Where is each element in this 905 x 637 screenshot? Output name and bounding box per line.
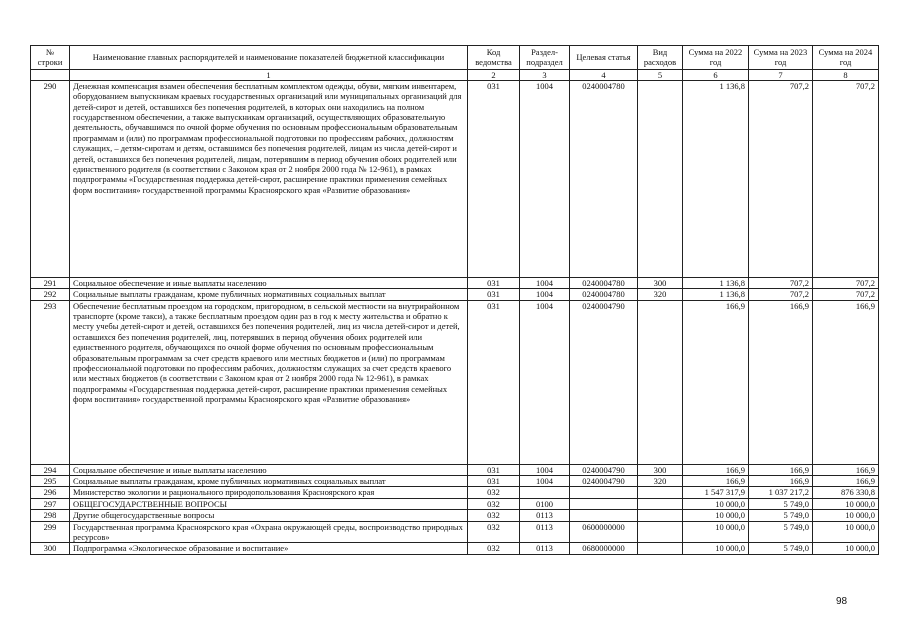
row-sum-2023: 166,9: [749, 300, 813, 464]
row-section: 1004: [520, 300, 570, 464]
row-expense: [638, 510, 683, 521]
row-name: Государственная программа Красноярского края «Охрана окружающей среды, воспроизводство природных ресурсов»: [70, 521, 468, 543]
page-number: 98: [836, 596, 848, 607]
row-sum-2024: 10 000,0: [813, 510, 879, 521]
row-sum-2022: 1 547 317,9: [683, 487, 749, 498]
row-number: 300: [31, 543, 70, 554]
row-expense: [638, 487, 683, 498]
row-target: [570, 498, 638, 509]
row-sum-2024: 166,9: [813, 464, 879, 475]
row-sum-2024: 707,2: [813, 277, 879, 288]
table-row: [31, 300, 879, 464]
table-row: [31, 289, 879, 300]
column-number: 7: [749, 69, 813, 80]
row-number: 299: [31, 521, 70, 543]
column-number: 3: [520, 69, 570, 80]
row-sum-2023: 5 749,0: [749, 521, 813, 543]
row-sum-2024: 10 000,0: [813, 498, 879, 509]
column-number: 4: [570, 69, 638, 80]
header-section: Раздел-подраздел: [520, 46, 570, 70]
row-sum-2022: 166,9: [683, 300, 749, 464]
row-sum-2024: 166,9: [813, 300, 879, 464]
row-sum-2024: 166,9: [813, 476, 879, 487]
table-row: [31, 521, 879, 543]
row-sum-2023: 707,2: [749, 277, 813, 288]
row-target: 0600000000: [570, 521, 638, 543]
row-sum-2023: 166,9: [749, 476, 813, 487]
row-sum-2022: 1 136,8: [683, 277, 749, 288]
row-sum-2024: 10 000,0: [813, 543, 879, 554]
row-dept: 031: [468, 300, 520, 464]
header-sum-2022: Сумма на 2022 год: [683, 46, 749, 70]
table-row: [31, 277, 879, 288]
row-section: 0100: [520, 498, 570, 509]
row-number: 295: [31, 476, 70, 487]
row-number: 297: [31, 498, 70, 509]
row-dept: 032: [468, 487, 520, 498]
row-number: 293: [31, 300, 70, 464]
row-expense: 320: [638, 289, 683, 300]
row-number: 294: [31, 464, 70, 475]
table-row: [31, 476, 879, 487]
column-number: 1: [70, 69, 468, 80]
table-row: [31, 510, 879, 521]
row-section: 1004: [520, 80, 570, 277]
row-sum-2022: 10 000,0: [683, 521, 749, 543]
table-row: [31, 464, 879, 475]
row-dept: 032: [468, 521, 520, 543]
table-row: [31, 498, 879, 509]
row-sum-2022: 10 000,0: [683, 543, 749, 554]
row-expense: [638, 498, 683, 509]
row-sum-2024: 707,2: [813, 80, 879, 277]
row-sum-2022: 1 136,8: [683, 80, 749, 277]
row-target: 0240004780: [570, 80, 638, 277]
column-number-row: [31, 69, 879, 80]
column-number: 8: [813, 69, 879, 80]
row-name: Социальное обеспечение и иные выплаты населению: [70, 277, 468, 288]
row-dept: 032: [468, 498, 520, 509]
row-name: Денежная компенсация взамен обеспечения бесплатным комплектом одежды, обуви, мягким инвентарем, оборудованием выпускникам краевых государственных организаций или муниципальных организаций для детей-сирот и детей, оставшихся без попечения родителей, в которых они находились на полном государственном обеспечении, а также выпускникам организаций, осуществляющих образовательную деятельность, обучавшимся по очной форме обучения по основным профессиональным образовательным программам и (или) по программам профессиональной подготовки по профессиям рабочих, должностям служащих, – детям-сиротам и детям, оставшимся без попечения родителей, лицам из числа детей-сирот и детей, оставшихся без попечения родителей, лицам, потерявшим в период обучения обоих родителей или единственного родителя (в соответствии с Законом края от 2 ноября 2000 года № 12-961), в рамках подпрограммы «Государственная поддержка детей-сирот, расширение практики применения семейных форм воспитания» государственной программы Красноярского края «Развитие образования»: [70, 80, 468, 277]
header-target: Целевая статья: [570, 46, 638, 70]
row-target: [570, 487, 638, 498]
row-target: 0240004780: [570, 277, 638, 288]
row-name: Социальные выплаты гражданам, кроме публичных нормативных социальных выплат: [70, 476, 468, 487]
row-number: 296: [31, 487, 70, 498]
row-target: 0680000000: [570, 543, 638, 554]
row-sum-2022: 10 000,0: [683, 510, 749, 521]
row-number: 292: [31, 289, 70, 300]
row-dept: 031: [468, 289, 520, 300]
table-row: [31, 543, 879, 554]
row-name: Министерство экологии и рационального природопользования Красноярского края: [70, 487, 468, 498]
row-section: [520, 487, 570, 498]
row-target: 0240004780: [570, 289, 638, 300]
row-sum-2023: 5 749,0: [749, 543, 813, 554]
row-sum-2023: 5 749,0: [749, 498, 813, 509]
header-dept: Код ведомства: [468, 46, 520, 70]
header-row-no: № строки: [31, 46, 70, 70]
row-dept: 032: [468, 510, 520, 521]
header-name: Наименование главных распорядителей и наименование показателей бюджетной классификации: [70, 46, 468, 70]
header-expense: Вид расходов: [638, 46, 683, 70]
row-expense: 300: [638, 277, 683, 288]
table-row: [31, 80, 879, 277]
row-expense: 320: [638, 476, 683, 487]
row-sum-2022: 1 136,8: [683, 289, 749, 300]
row-dept: 031: [468, 464, 520, 475]
row-target: [570, 510, 638, 521]
column-number: 2: [468, 69, 520, 80]
row-section: 1004: [520, 289, 570, 300]
row-sum-2022: 166,9: [683, 476, 749, 487]
row-section: 1004: [520, 277, 570, 288]
row-name: ОБЩЕГОСУДАРСТВЕННЫЕ ВОПРОСЫ: [70, 498, 468, 509]
row-sum-2023: 1 037 217,2: [749, 487, 813, 498]
row-section: 1004: [520, 464, 570, 475]
row-expense: [638, 80, 683, 277]
row-sum-2024: 707,2: [813, 289, 879, 300]
column-number: 5: [638, 69, 683, 80]
row-expense: [638, 543, 683, 554]
row-sum-2024: 10 000,0: [813, 521, 879, 543]
row-name: Социальное обеспечение и иные выплаты населению: [70, 464, 468, 475]
row-target: 0240004790: [570, 300, 638, 464]
row-dept: 031: [468, 80, 520, 277]
table-row: [31, 487, 879, 498]
row-sum-2023: 707,2: [749, 80, 813, 277]
row-expense: [638, 521, 683, 543]
row-section: 0113: [520, 521, 570, 543]
column-number: 6: [683, 69, 749, 80]
header-sum-2023: Сумма на 2023 год: [749, 46, 813, 70]
row-expense: [638, 300, 683, 464]
row-sum-2023: 5 749,0: [749, 510, 813, 521]
row-target: 0240004790: [570, 464, 638, 475]
row-section: 1004: [520, 476, 570, 487]
row-name: Социальные выплаты гражданам, кроме публичных нормативных социальных выплат: [70, 289, 468, 300]
row-sum-2023: 166,9: [749, 464, 813, 475]
row-dept: 032: [468, 543, 520, 554]
row-name: Подпрограмма «Экологическое образование и воспитание»: [70, 543, 468, 554]
row-sum-2022: 166,9: [683, 464, 749, 475]
row-number: 298: [31, 510, 70, 521]
row-section: 0113: [520, 543, 570, 554]
row-target: 0240004790: [570, 476, 638, 487]
row-name: Обеспечение бесплатным проездом на городском, пригородном, в сельской местности на внутрирайонном транспорте (кроме такси), а также бесплатным проездом один раз в год к месту жительства и обратно к месту учебы детей-сирот и детей, оставшихся без попечения родителей, лиц из числа детей-сирот и детей, оставшихся без попечения родителей, лиц, потерявших в период обучения обоих родителей или единственного родителя, обучающихся по очной форме обучения по основным профессиональным образовательным программам за счет средств краевого или местных бюджетов и (или) по программам профессиональной подготовки по профессиям рабочих, должностям служащих за счет средств краевого или местных бюджетов (в соответствии с Законом края от 2 ноября 2000 года № 12-961), в рамках подпрограммы «Государственная поддержка детей-сирот, расширение практики применения семейных форм воспитания» государственной программы Красноярского края «Развитие образования»: [70, 300, 468, 464]
header-sum-2024: Сумма на 2024 год: [813, 46, 879, 70]
row-number: 291: [31, 277, 70, 288]
row-number: 290: [31, 80, 70, 277]
row-section: 0113: [520, 510, 570, 521]
row-sum-2023: 707,2: [749, 289, 813, 300]
row-dept: 031: [468, 476, 520, 487]
row-sum-2022: 10 000,0: [683, 498, 749, 509]
row-sum-2024: 876 330,8: [813, 487, 879, 498]
row-expense: 300: [638, 464, 683, 475]
row-dept: 031: [468, 277, 520, 288]
budget-table: [30, 45, 879, 555]
row-name: Другие общегосударственные вопросы: [70, 510, 468, 521]
header-row: [31, 46, 879, 70]
